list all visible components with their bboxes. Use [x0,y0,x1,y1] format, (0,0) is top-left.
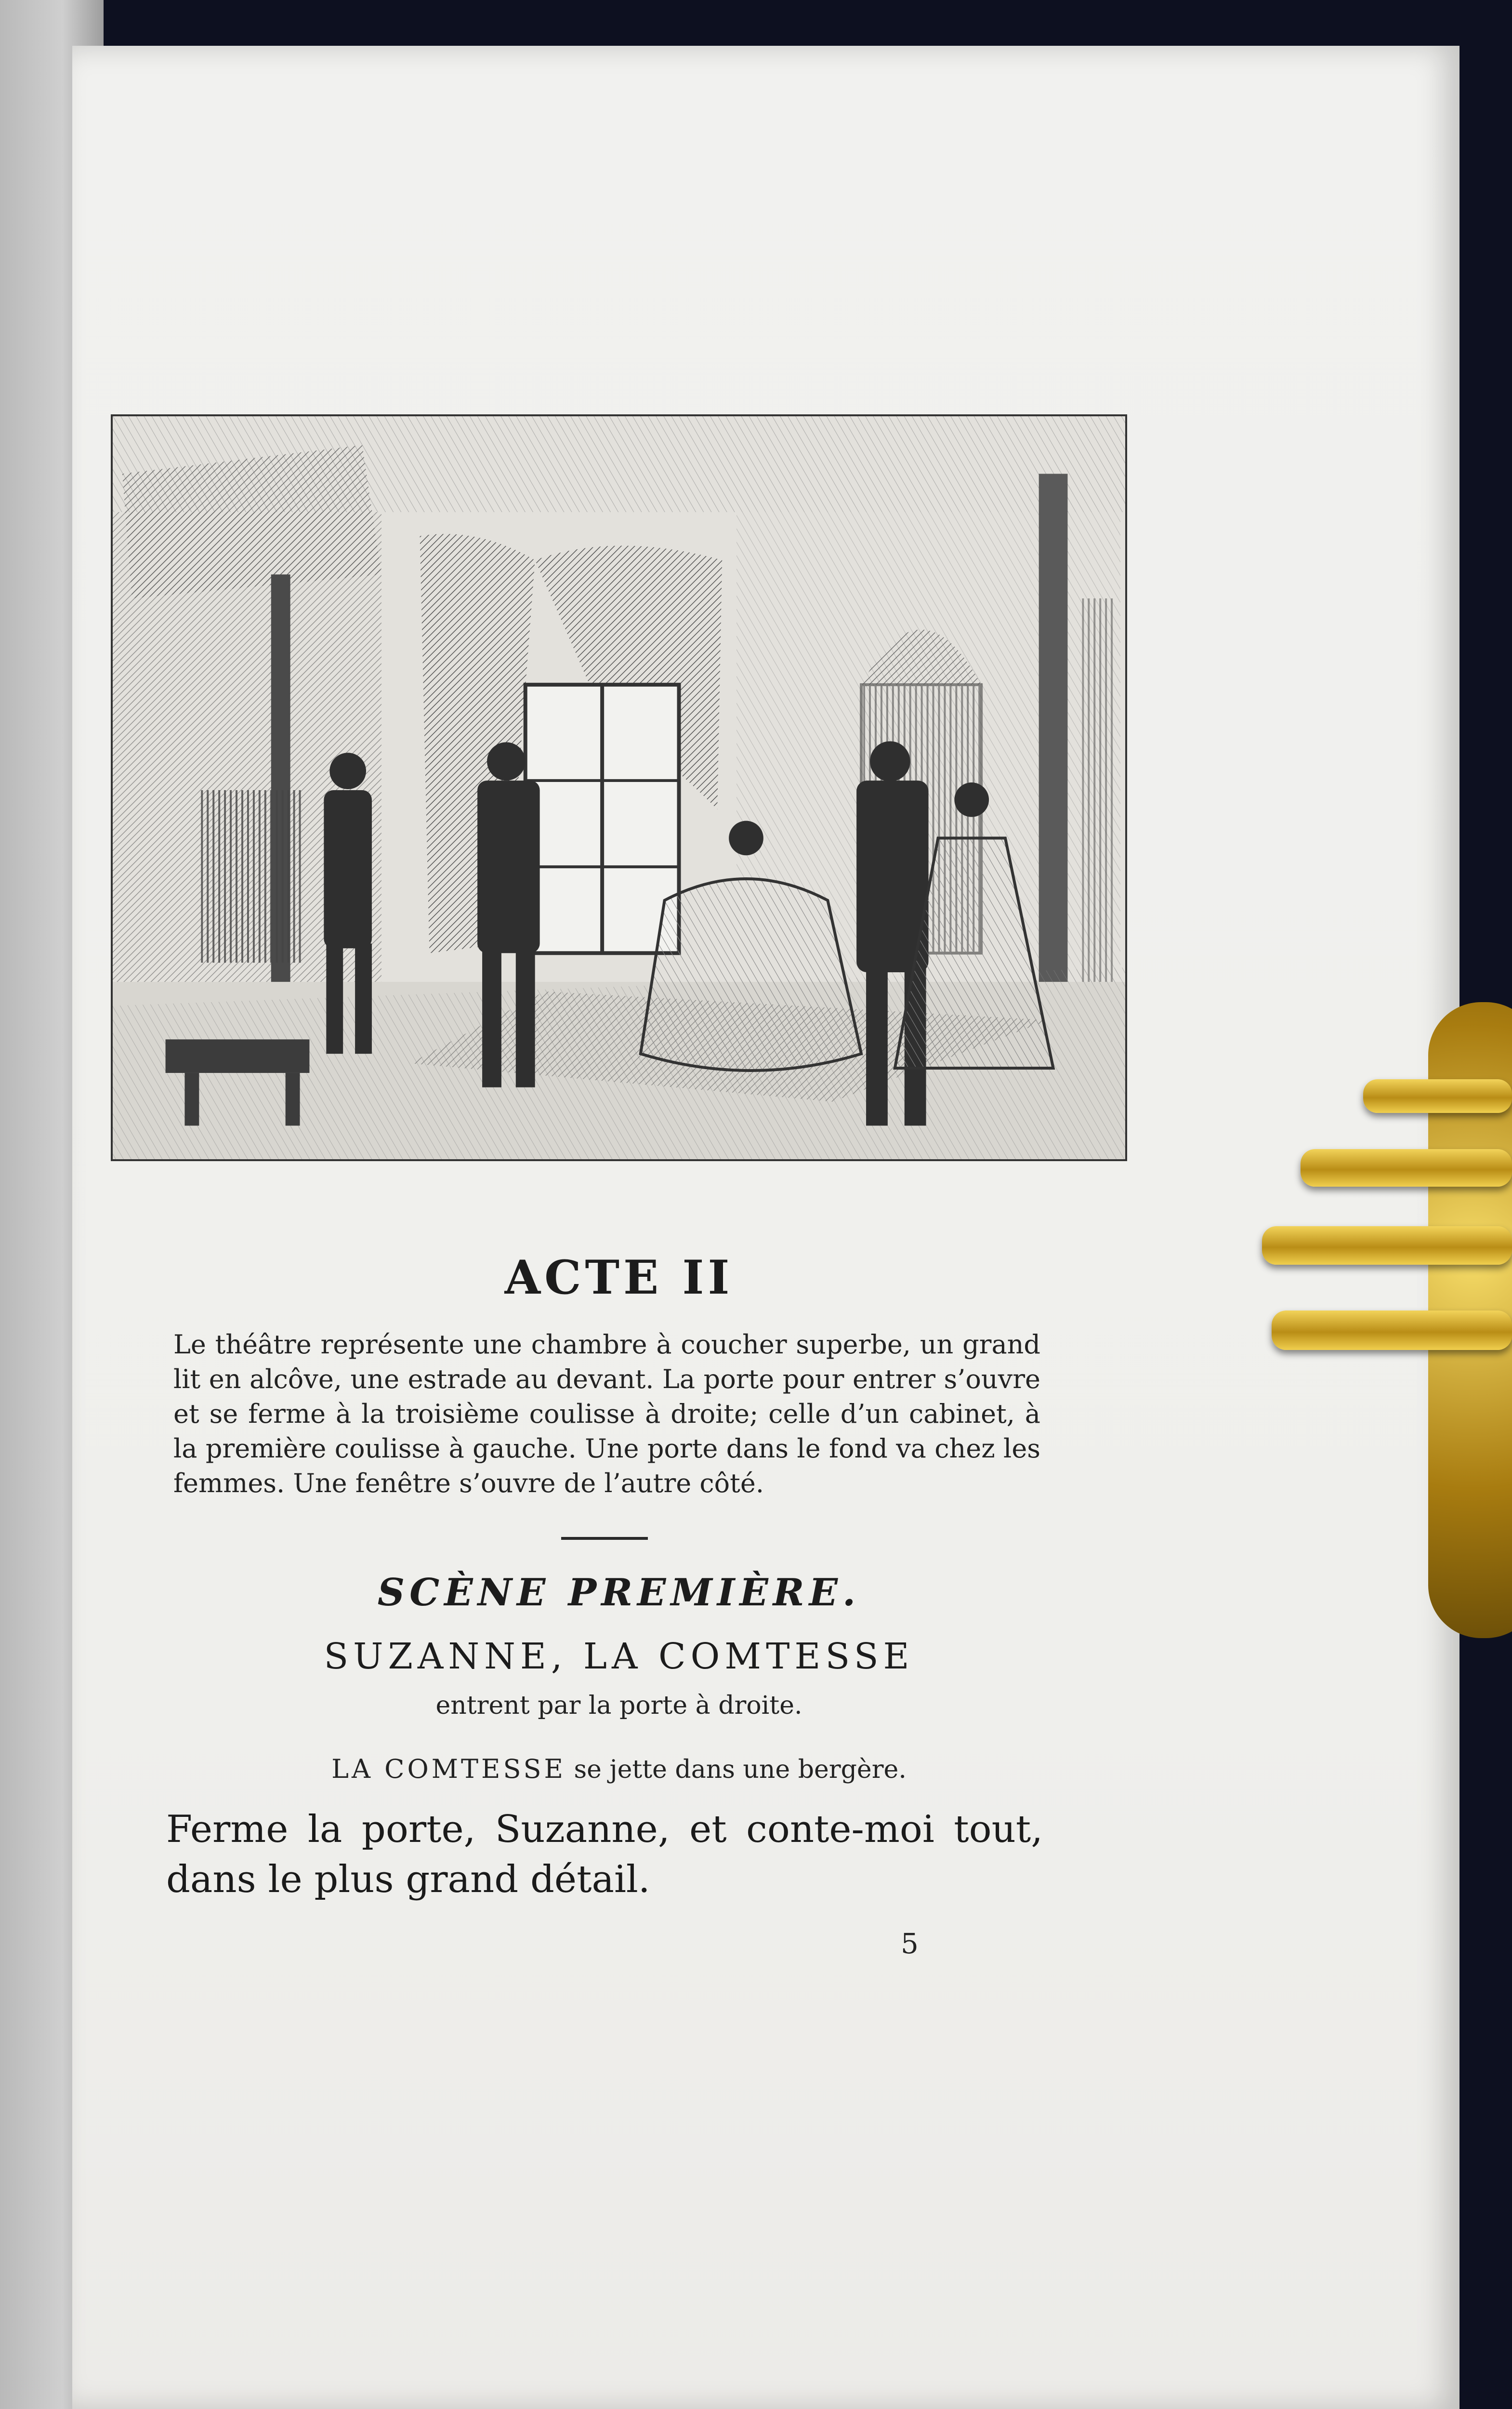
gold-clip-arm-3 [1262,1226,1512,1265]
scene-title: SCÈNE PREMIÈRE. [377,1571,861,1615]
book-page [72,46,1459,2409]
act-title: ACTE II [504,1250,734,1305]
gold-clip-arm-2 [1301,1149,1512,1187]
page-number: 5 [901,1927,919,1960]
section-divider [561,1537,648,1540]
engraving-illustration [111,414,1127,1161]
scene-characters: SUZANNE, LA COMTESSE [324,1636,914,1677]
speaker-direction [111,1754,1127,1784]
entrance-direction: entrent par la porte à droite. [435,1691,802,1720]
gold-clip-arm-4 [1272,1310,1512,1350]
gold-clip-arm-1 [1363,1079,1512,1113]
dialogue-text: Ferme la porte, Suzanne, et conte-moi tout, dans le plus grand détail. [166,1808,1043,1901]
stage-direction: Le théâtre représente une chambre à coucher superbe, un grand lit en alcôve, une estrade au devant. La porte pour entrer s’ouvre et se ferme à la troisième coulisse à droite; celle d’un cabinet, à la première coulisse à gauche. Une porte dans le fond va chez les femmes. Une fenêtre s’ouvre de l’autre côté. [173,1329,1040,1498]
speaker-action: se jette dans une bergère. [565,1755,907,1784]
engraving-scene [113,416,1125,1159]
speaker-name: LA COMTESSE [331,1754,566,1784]
